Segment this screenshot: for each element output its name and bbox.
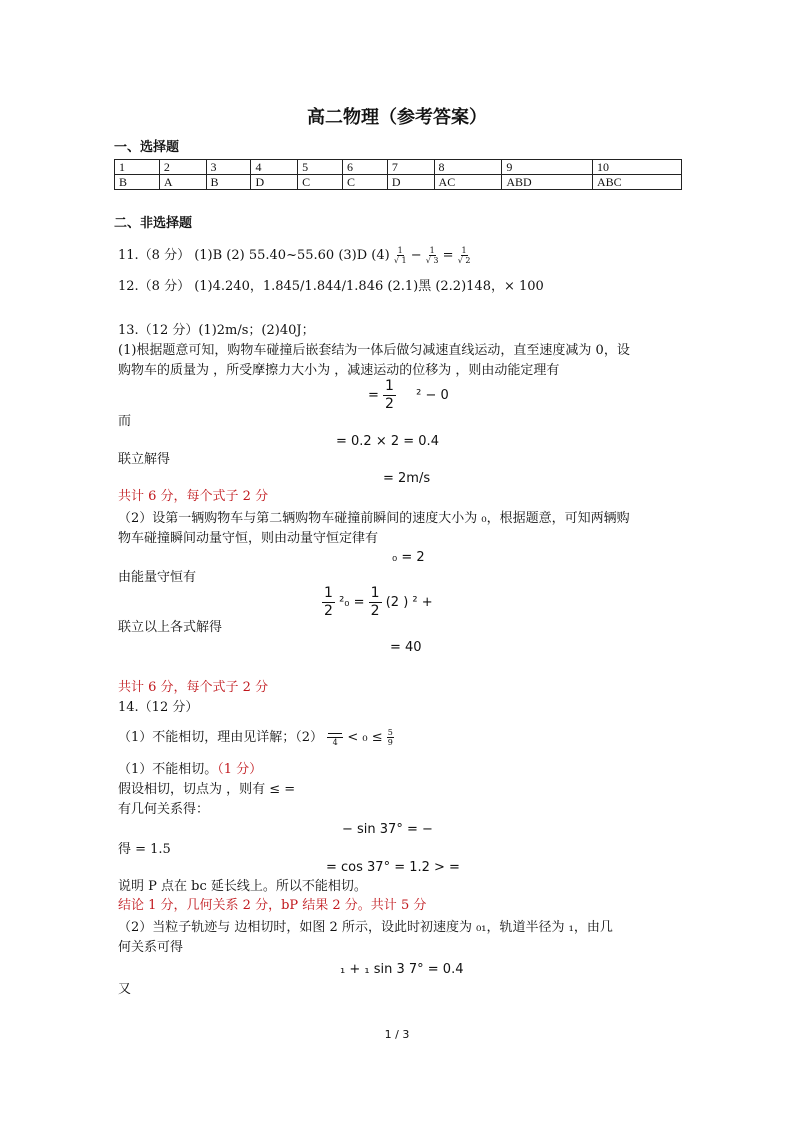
equals-sign: = bbox=[442, 248, 454, 263]
equation-energy: $\frac{1}{2}$ ²₀ = $\frac{1}{2}$ (2 ) ² + bbox=[324, 585, 433, 619]
fraction: $\frac{1}{√ 3}$ bbox=[425, 246, 439, 265]
table-cell: D bbox=[387, 175, 434, 190]
text-lianli: 联立以上各式解得 bbox=[118, 620, 223, 635]
table-cell: B bbox=[115, 175, 160, 190]
minus-sign: − bbox=[410, 248, 422, 263]
equation-radius: ₁ + ₁ sin 3 7° = 0.4 bbox=[340, 962, 464, 977]
answer-table bbox=[114, 159, 682, 190]
score-note: 共计 6 分，每个式子 2 分 bbox=[118, 680, 269, 695]
q13-paragraph: 购物车的质量为 ，所受摩擦力大小为 ，减速运动的位移为 ，则由动能定理有 bbox=[118, 363, 560, 378]
page-number: 1 / 3 bbox=[384, 1028, 410, 1041]
table-cell: 9 bbox=[502, 160, 593, 175]
table-cell: 3 bbox=[206, 160, 251, 175]
q13-paragraph: （2）设第一辆购物车与第二辆购物车碰撞前瞬间的速度大小为 ₀，根据题意，可知两辆购 bbox=[118, 511, 630, 526]
q13-head: 13.（12 分）(1)2m/s；(2)40J； bbox=[118, 323, 315, 338]
table-cell: B bbox=[206, 175, 251, 190]
q13-paragraph: 物车碰撞瞬间动量守恒，则由动量守恒定律有 bbox=[118, 531, 379, 546]
q14-line: （1）不能相切。（1 分） bbox=[118, 762, 263, 777]
equation-velocity: = 2m/s bbox=[383, 471, 431, 486]
table-cell: 4 bbox=[251, 160, 298, 175]
equation-geometry: − sin 37° = − bbox=[342, 822, 433, 837]
table-cell: 7 bbox=[387, 160, 434, 175]
q14-line: 说明 P 点在 bc 延长线上。所以不能相切。 bbox=[118, 879, 367, 894]
q14-line: 有几何关系得： bbox=[118, 802, 210, 817]
table-cell: D bbox=[251, 175, 298, 190]
table-cell: A bbox=[159, 175, 206, 190]
table-cell: 6 bbox=[343, 160, 388, 175]
q14-line: 得 = 1.5 bbox=[118, 842, 171, 857]
score-note: 共计 6 分，每个式子 2 分 bbox=[118, 489, 269, 504]
score-note: 结论 1 分，几何关系 2 分，bP 结果 2 分。共计 5 分 bbox=[118, 898, 427, 913]
equation-geometry: = cos 37° = 1.2 > = bbox=[326, 860, 460, 875]
table-cell: 8 bbox=[434, 160, 502, 175]
section-choice-heading: 一、选择题 bbox=[114, 140, 180, 155]
q14-paragraph: （2）当粒子轨迹与 边相切时，如图 2 所示，设此时初速度为 ₀₁，轨道半径为 ₁，由几 bbox=[118, 920, 613, 935]
q14-paragraph: 何关系可得 bbox=[118, 940, 184, 955]
table-row-answers bbox=[115, 175, 682, 190]
equation-kinetic-energy: = $\frac{1}{2}$ ² − 0 bbox=[368, 378, 449, 412]
q12-answer: 12.（8 分） (1)4.240，1.845/1.844/1.846 (2.1)黑 (2.2)148，× 100 bbox=[118, 279, 544, 294]
table-cell: 1 bbox=[115, 160, 160, 175]
text-lianli: 联立解得 bbox=[118, 452, 171, 467]
table-cell: C bbox=[298, 175, 343, 190]
score-note: （1 分） bbox=[217, 762, 263, 777]
q11-answer bbox=[118, 246, 470, 265]
section-nonchoice-heading: 二、非选择题 bbox=[114, 216, 193, 231]
table-cell: 5 bbox=[298, 160, 343, 175]
table-cell: ABD bbox=[502, 175, 593, 190]
q13-paragraph: (1)根据题意可知，购物车碰撞后嵌套结为一体后做匀减速直线运动，直至速度减为 0，设 bbox=[118, 343, 630, 358]
q14-line: 假设相切，切点为 ，则有 ≤ = bbox=[118, 782, 296, 797]
q14-head: 14.（12 分） bbox=[118, 700, 199, 715]
table-cell: C bbox=[343, 175, 388, 190]
fraction: $\frac{1}{√ 1}$ bbox=[393, 246, 407, 265]
equation-result: = 40 bbox=[390, 640, 422, 655]
equation-friction: = 0.2 × 2 = 0.4 bbox=[336, 434, 439, 449]
q14-summary: （1）不能相切，理由见详解；（2） 4 < ₀ ≤ $\frac{5}{9}$ bbox=[118, 728, 393, 747]
page-title: 高二物理（参考答案） bbox=[307, 107, 487, 128]
text-er: 而 bbox=[118, 414, 132, 429]
table-row-numbers bbox=[115, 160, 682, 175]
table-cell: 2 bbox=[159, 160, 206, 175]
equation-momentum: ₀ = 2 bbox=[392, 550, 425, 565]
table-cell: 10 bbox=[592, 160, 681, 175]
table-cell: AC bbox=[434, 175, 502, 190]
table-cell: ABC bbox=[592, 175, 681, 190]
text-you: 又 bbox=[118, 982, 132, 997]
text-energy: 由能量守恒有 bbox=[118, 570, 197, 585]
q11-text: 11.（8 分） (1)B (2) 55.40~55.60 (3)D (4) bbox=[118, 248, 390, 263]
fraction: $\frac{1}{√ 2}$ bbox=[457, 246, 471, 265]
